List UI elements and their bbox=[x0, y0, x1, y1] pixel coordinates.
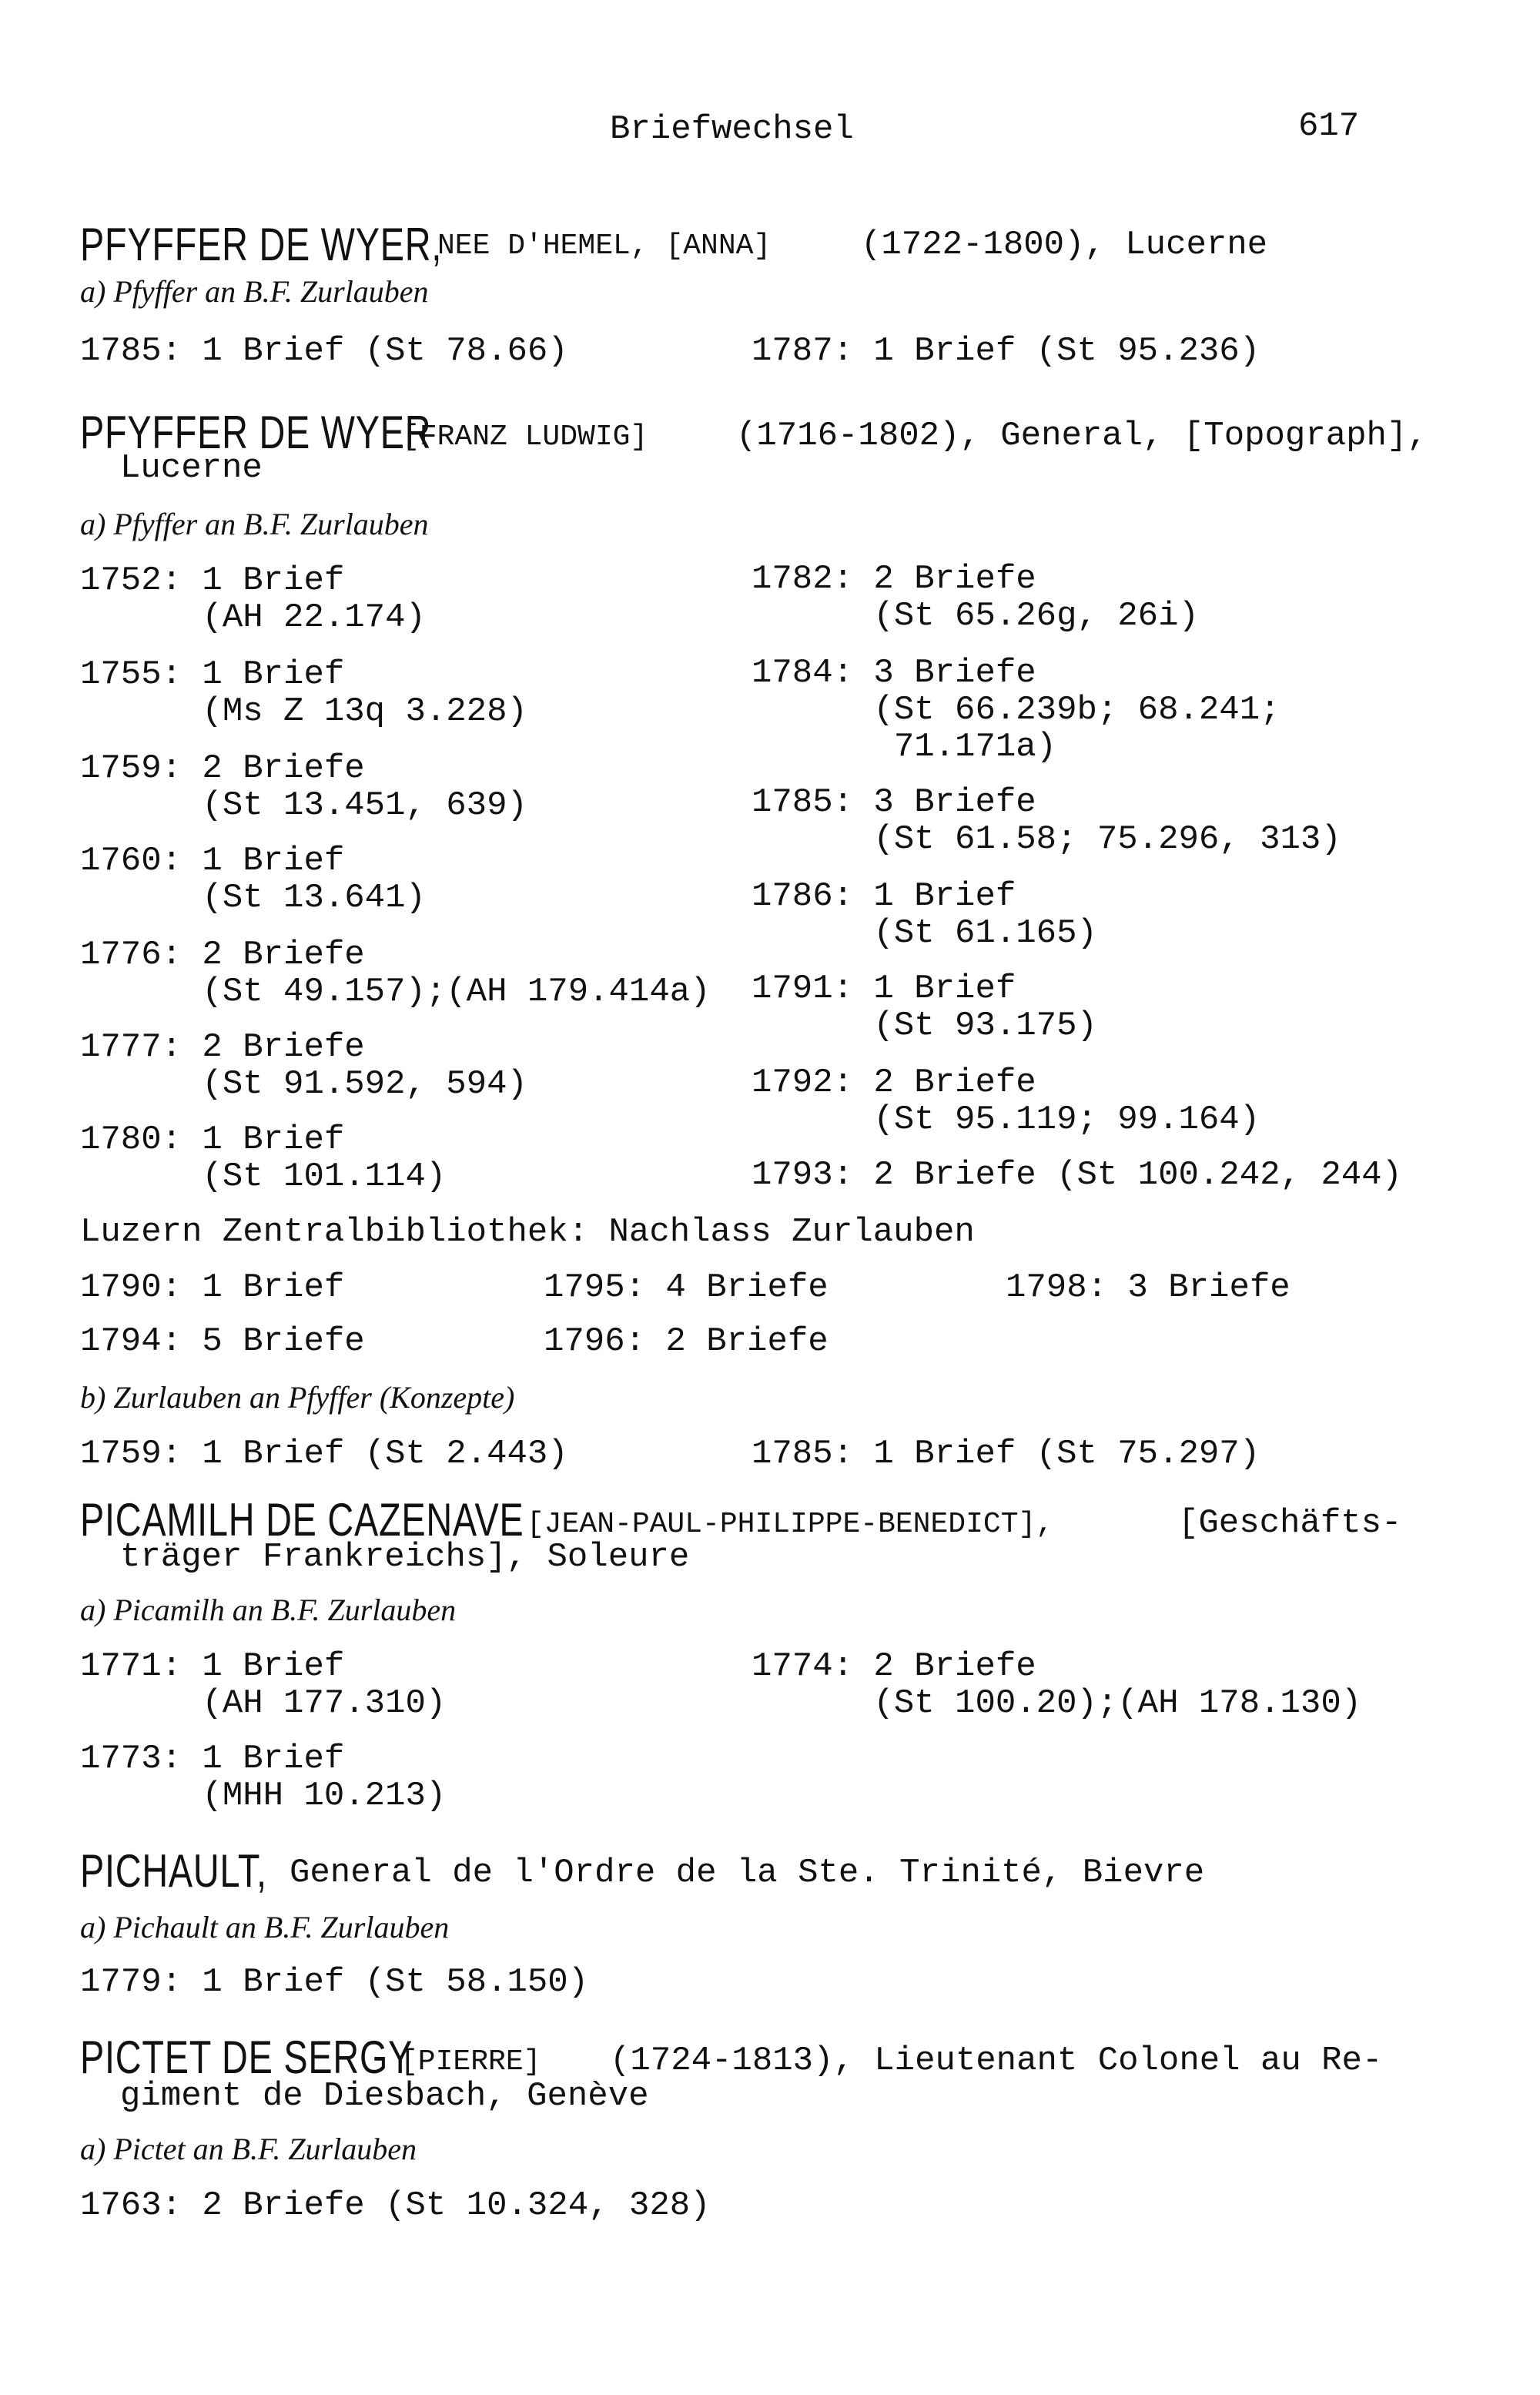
record-line: (Ms Z 13q 3.228) bbox=[80, 692, 527, 731]
record-line: 1794: 5 Briefe bbox=[80, 1322, 365, 1361]
record-line: (St 65.26g, 26i) bbox=[752, 597, 1199, 635]
record-line: (St 93.175) bbox=[752, 1007, 1097, 1045]
record-line: 1785: 1 Brief (St 78.66) bbox=[80, 332, 568, 370]
record-line: 1779: 1 Brief (St 58.150) bbox=[80, 1963, 589, 2001]
record-line: 1787: 1 Brief (St 95.236) bbox=[752, 332, 1260, 370]
entry-details: [Geschäfts- bbox=[1178, 1504, 1402, 1543]
entry-details-cont: Lucerne bbox=[120, 449, 263, 487]
subsection-a: a) Pfyffer an B.F. Zurlauben bbox=[80, 507, 429, 541]
entry-details-cont: träger Frankreichs], Soleure bbox=[120, 1538, 690, 1576]
record-line: (St 95.119; 99.164) bbox=[752, 1100, 1260, 1139]
record-line: 1784: 3 Briefe bbox=[752, 654, 1036, 692]
record-line: (St 91.592, 594) bbox=[80, 1065, 527, 1104]
record-line: 1785: 3 Briefe bbox=[752, 783, 1036, 822]
entry-smallcaps: NEE D'HEMEL, [ANNA] bbox=[437, 229, 772, 263]
record-line: 1798: 3 Briefe bbox=[1006, 1268, 1291, 1307]
entry-smallcaps: [JEAN-PAUL-PHILIPPE-BENEDICT], bbox=[527, 1508, 1054, 1541]
record-line: 1793: 2 Briefe (St 100.242, 244) bbox=[752, 1156, 1402, 1194]
record-line: (St 61.58; 75.296, 313) bbox=[752, 820, 1341, 859]
entry-details: General de l'Ordre de la Ste. Trinité, Bievre bbox=[290, 1854, 1205, 1892]
record-line: (AH 177.310) bbox=[80, 1684, 447, 1723]
record-line: 1771: 1 Brief bbox=[80, 1647, 345, 1686]
subsection-a: a) Picamilh an B.F. Zurlauben bbox=[80, 1593, 457, 1627]
record-line: 1782: 2 Briefe bbox=[752, 560, 1036, 598]
record-line: 1763: 2 Briefe (St 10.324, 328) bbox=[80, 2186, 711, 2225]
record-line: 1760: 1 Brief bbox=[80, 842, 345, 880]
record-line: (St 49.157);(AH 179.414a) bbox=[80, 973, 711, 1011]
record-line: 1752: 1 Brief bbox=[80, 561, 345, 600]
entry-smallcaps: [PIERRE] bbox=[400, 2045, 541, 2078]
record-line: 1777: 2 Briefe bbox=[80, 1028, 365, 1067]
record-line: 1759: 1 Brief (St 2.443) bbox=[80, 1435, 568, 1473]
subsection-b: b) Zurlauben an Pfyffer (Konzepte) bbox=[80, 1380, 515, 1415]
record-line: 1790: 1 Brief bbox=[80, 1268, 345, 1307]
record-line: 1792: 2 Briefe bbox=[752, 1064, 1036, 1102]
entry-name: PFYFFER DE WYER bbox=[80, 407, 432, 458]
record-line: (St 13.641) bbox=[80, 879, 426, 917]
running-head-title: Briefwechsel bbox=[610, 110, 854, 149]
record-line: (St 61.165) bbox=[752, 914, 1097, 953]
entry-name: PICHAULT, bbox=[80, 1845, 267, 1897]
record-line: (AH 22.174) bbox=[80, 598, 426, 637]
entry-details: (1722-1800), Lucerne bbox=[861, 226, 1268, 264]
record-line: 1759: 2 Briefe bbox=[80, 749, 365, 788]
record-line: 1773: 1 Brief bbox=[80, 1740, 345, 1778]
record-line: 1755: 1 Brief bbox=[80, 655, 345, 694]
record-line: (St 13.451, 639) bbox=[80, 786, 527, 825]
record-line: (St 101.114) bbox=[80, 1157, 447, 1196]
record-line: (St 100.20);(AH 178.130) bbox=[752, 1684, 1362, 1723]
record-line: (MHH 10.213) bbox=[80, 1777, 447, 1815]
entry-details: (1716-1802), General, [Topograph], bbox=[736, 417, 1428, 455]
subsection-a: a) Pichault an B.F. Zurlauben bbox=[80, 1910, 450, 1944]
entry-name: PICAMILH DE CAZENAVE bbox=[80, 1494, 524, 1546]
record-line: 1791: 1 Brief bbox=[752, 970, 1016, 1008]
entry-name: PICTET DE SERGY bbox=[80, 2032, 413, 2083]
archive-heading: Luzern Zentralbibliothek: Nachlass Zurlauben bbox=[80, 1213, 975, 1251]
record-line: 1786: 1 Brief bbox=[752, 877, 1016, 916]
record-line: 1795: 4 Briefe bbox=[544, 1268, 829, 1307]
entry-name: PFYFFER DE WYER, bbox=[80, 219, 443, 270]
record-line: 1780: 1 Brief bbox=[80, 1120, 345, 1159]
entry-smallcaps: [FRANZ LUDWIG] bbox=[402, 420, 648, 454]
record-line: 1774: 2 Briefe bbox=[752, 1647, 1036, 1686]
entry-details-cont: giment de Diesbach, Genève bbox=[120, 2077, 649, 2115]
record-line: 71.171a) bbox=[752, 728, 1057, 766]
entry-details: (1724-1813), Lieutenant Colonel au Re- bbox=[610, 2042, 1383, 2080]
record-line: (St 66.239b; 68.241; bbox=[752, 691, 1281, 729]
page-number: 617 bbox=[1298, 107, 1360, 146]
subsection-a: a) Pictet an B.F. Zurlauben bbox=[80, 2132, 417, 2166]
record-line: 1785: 1 Brief (St 75.297) bbox=[752, 1435, 1260, 1473]
record-line: 1776: 2 Briefe bbox=[80, 936, 365, 974]
subsection-a: a) Pfyffer an B.F. Zurlauben bbox=[80, 274, 429, 309]
record-line: 1796: 2 Briefe bbox=[544, 1322, 829, 1361]
